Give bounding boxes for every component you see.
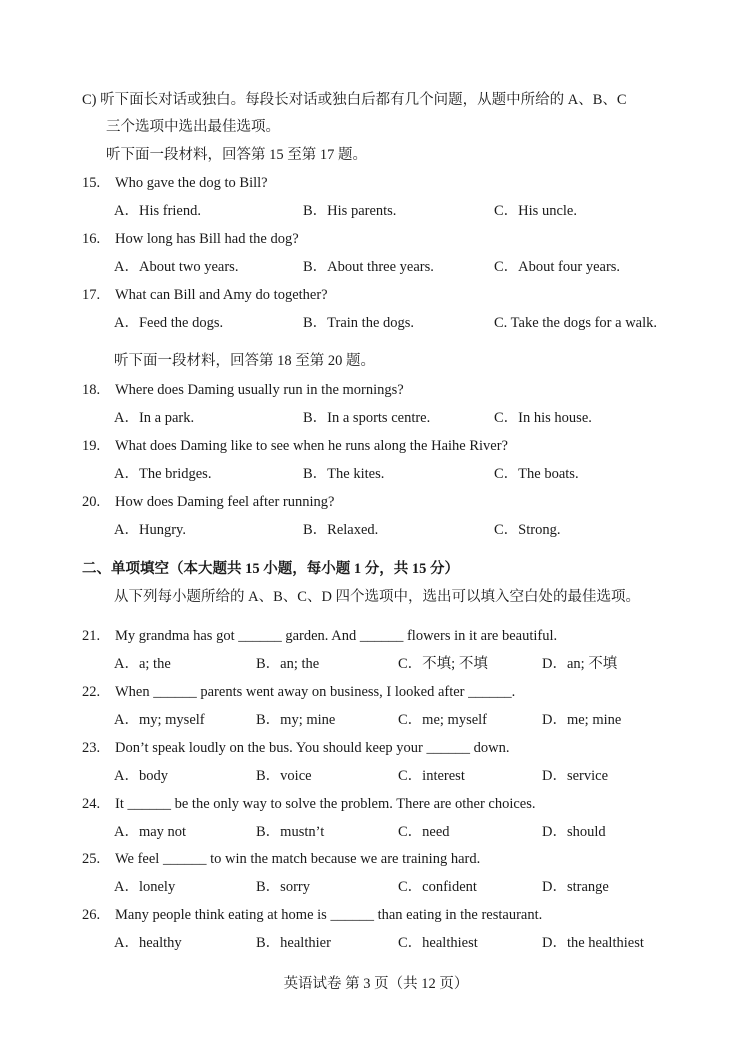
option-a: A．may not — [114, 824, 187, 840]
option-a: A．Feed the dogs. — [114, 315, 224, 331]
option-c: C．In his house. — [494, 410, 592, 426]
option-d: D．strange — [542, 879, 609, 895]
section-c-instruction-line1: C) 听下面长对话或独白。每段长对话或独白后都有几个问题，从题中所给的 A、B、C — [82, 92, 627, 108]
option-d: D．me; mine — [542, 712, 622, 728]
option-c: C．me; myself — [398, 712, 488, 728]
question-number: 26. — [82, 907, 101, 923]
question-text: When ______ parents went away on business, I looked after ______. — [115, 684, 516, 700]
option-b: B．an; the — [256, 656, 320, 672]
option-a: A．His friend. — [114, 203, 201, 219]
option-b: B．Relaxed. — [303, 522, 379, 538]
option-d: D．service — [542, 768, 609, 784]
question-number: 20. — [82, 494, 101, 510]
option-b: B．In a sports centre. — [303, 410, 431, 426]
question-20 — [82, 493, 334, 511]
page-footer: 英语试卷 第 3 页（共 12 页） — [283, 976, 469, 992]
material-instruction-15-17: 听下面一段材料，回答第 15 至第 17 题。 — [106, 147, 367, 163]
option-a: A．body — [114, 768, 168, 784]
option-a: A．lonely — [114, 879, 176, 895]
section-2-instruction: 从下列每小题所给的 A、B、C、D 四个选项中，选出可以填入空白处的最佳选项。 — [114, 589, 641, 605]
question-number: 17. — [82, 287, 101, 303]
question-21 — [82, 627, 557, 645]
option-a: A．In a park. — [114, 410, 195, 426]
question-text: Where does Daming usually run in the mornings? — [115, 382, 404, 398]
question-number: 18. — [82, 382, 101, 398]
option-b: B．my; mine — [256, 712, 336, 728]
option-c: C．His uncle. — [494, 203, 577, 219]
option-c: C．healthiest — [398, 935, 478, 951]
question-17 — [82, 286, 328, 304]
option-b: B．voice — [256, 768, 312, 784]
option-c: C．Strong. — [494, 522, 561, 538]
option-a: A．healthy — [114, 935, 182, 951]
option-c: C．need — [398, 824, 450, 840]
option-c: C. Take the dogs for a walk. — [494, 315, 658, 331]
option-a: A．The bridges. — [114, 466, 212, 482]
question-text: It ______ be the only way to solve the problem. There are other choices. — [115, 796, 536, 812]
option-a: A．my; myself — [114, 712, 205, 728]
question-23 — [82, 739, 509, 757]
question-text: Don’t speak loudly on the bus. You should keep your ______ down. — [115, 740, 510, 756]
question-text: Many people think eating at home is ______ than eating in the restaurant. — [115, 907, 543, 923]
section-2-heading: 二、单项填空（本大题共 15 小题，每小题 1 分，共 15 分） — [82, 561, 459, 577]
option-b: B．The kites. — [303, 466, 385, 482]
question-22 — [82, 683, 515, 701]
option-b: B．sorry — [256, 879, 310, 895]
option-c: C．不填; 不填 — [398, 656, 488, 672]
question-25 — [82, 850, 480, 868]
option-d: D．the healthiest — [542, 935, 644, 951]
question-number: 15. — [82, 175, 101, 191]
question-16 — [82, 230, 299, 248]
option-a: A．Hungry. — [114, 522, 186, 538]
option-b: B．healthier — [256, 935, 331, 951]
question-26 — [82, 906, 542, 924]
option-b: B．About three years. — [303, 259, 434, 275]
option-d: D．should — [542, 824, 606, 840]
option-c: C．About four years. — [494, 259, 621, 275]
question-text: My grandma has got ______ garden. And ______ flowers in it are beautiful. — [115, 628, 558, 644]
question-19 — [82, 437, 508, 455]
question-number: 22. — [82, 684, 101, 700]
option-d: D．an; 不填 — [542, 656, 618, 672]
option-a: A．About two years. — [114, 259, 239, 275]
option-b: B．Train the dogs. — [303, 315, 415, 331]
question-number: 23. — [82, 740, 101, 756]
question-number: 16. — [82, 231, 101, 247]
question-number: 24. — [82, 796, 101, 812]
option-c: C．interest — [398, 768, 465, 784]
question-15 — [82, 174, 268, 192]
question-18 — [82, 381, 404, 399]
option-c: C．confident — [398, 879, 477, 895]
question-text: Who gave the dog to Bill? — [115, 175, 268, 191]
question-text: How long has Bill had the dog? — [115, 231, 299, 247]
option-a: A．a; the — [114, 656, 171, 672]
question-text: What does Daming like to see when he runs along the Haihe River? — [115, 438, 508, 454]
question-number: 25. — [82, 851, 101, 867]
option-c: C．The boats. — [494, 466, 579, 482]
question-number: 21. — [82, 628, 101, 644]
option-b: B．His parents. — [303, 203, 397, 219]
material-instruction-18-20: 听下面一段材料，回答第 18 至第 20 题。 — [114, 353, 375, 369]
question-number: 19. — [82, 438, 101, 454]
section-c-instruction-line2: 三个选项中选出最佳选项。 — [106, 119, 280, 135]
question-text: How does Daming feel after running? — [115, 494, 335, 510]
question-text: What can Bill and Amy do together? — [115, 287, 328, 303]
question-24 — [82, 795, 536, 813]
option-b: B．mustn’t — [256, 824, 325, 840]
question-text: We feel ______ to win the match because we are training hard. — [115, 851, 481, 867]
